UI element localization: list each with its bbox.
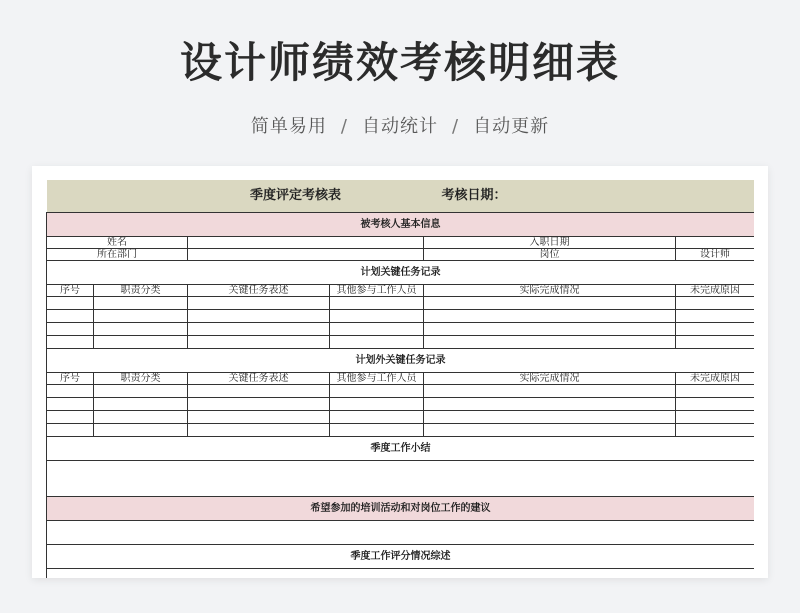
review-title[interactable]: 季度工作评分情况综述 <box>47 544 755 568</box>
table-cell[interactable] <box>188 384 330 397</box>
table-cell[interactable] <box>188 322 330 335</box>
subtitle-item-auto-stats: 自动统计 <box>362 116 438 137</box>
review-title-row <box>47 544 755 568</box>
table-cell[interactable] <box>188 309 330 322</box>
dept-value-cell[interactable] <box>188 248 424 260</box>
summary-title-row <box>47 436 755 460</box>
table-cell[interactable] <box>47 322 94 335</box>
table-cell[interactable] <box>676 397 755 410</box>
col-header-reason[interactable]: 未完成原因 <box>676 284 755 296</box>
col-header-completion[interactable]: 实际完成情况 <box>424 284 676 296</box>
table-cell[interactable] <box>330 384 424 397</box>
join-date-value-cell[interactable] <box>676 236 755 248</box>
table-cell[interactable] <box>94 384 188 397</box>
dept-label-cell[interactable]: 所在部门 <box>47 248 188 260</box>
col-header-task[interactable]: 关键任务表述 <box>188 372 330 384</box>
evaluation-table <box>46 180 754 578</box>
table-cell[interactable] <box>94 322 188 335</box>
table-cell[interactable] <box>424 296 676 309</box>
table-cell[interactable] <box>330 309 424 322</box>
table-cell[interactable] <box>676 309 755 322</box>
col-header-participants[interactable]: 其他参与工作人员 <box>330 284 424 296</box>
table-cell[interactable] <box>330 423 424 436</box>
table-row <box>47 397 755 410</box>
col-header-category[interactable]: 职责分类 <box>94 284 188 296</box>
table-cell[interactable] <box>47 397 94 410</box>
subtitle-separator: / <box>452 116 460 137</box>
training-content-cell[interactable] <box>47 520 755 544</box>
table-cell[interactable] <box>424 335 676 348</box>
table-cell[interactable] <box>330 397 424 410</box>
planned-title-row <box>47 260 755 284</box>
col-header-category[interactable]: 职责分类 <box>94 372 188 384</box>
table-cell[interactable] <box>424 410 676 423</box>
table-cell[interactable] <box>47 335 94 348</box>
table-cell[interactable] <box>188 296 330 309</box>
table-row <box>47 296 755 309</box>
table-cell[interactable] <box>47 296 94 309</box>
planned-title[interactable]: 计划关键任务记录 <box>47 260 755 284</box>
table-cell[interactable] <box>424 384 676 397</box>
table-cell[interactable] <box>47 423 94 436</box>
table-cell[interactable] <box>424 397 676 410</box>
table-cell[interactable] <box>676 322 755 335</box>
table-row <box>47 335 755 348</box>
summary-title[interactable]: 季度工作小结 <box>47 436 755 460</box>
basic-info-title[interactable]: 被考核人基本信息 <box>47 212 755 236</box>
table-cell[interactable] <box>676 423 755 436</box>
table-row <box>47 322 755 335</box>
table-row <box>47 423 755 436</box>
table-cell[interactable] <box>47 309 94 322</box>
table-cell[interactable] <box>94 423 188 436</box>
name-value-cell[interactable] <box>188 236 424 248</box>
table-cell[interactable] <box>676 410 755 423</box>
table-cell[interactable] <box>330 335 424 348</box>
subtitle-item-easy: 简单易用 <box>250 116 327 137</box>
subtitle-separator: / <box>340 116 348 137</box>
table-cell[interactable] <box>47 384 94 397</box>
col-header-task[interactable]: 关键任务表述 <box>188 284 330 296</box>
table-cell[interactable] <box>330 322 424 335</box>
sheet-header-date-label: 考核日期： <box>441 188 507 204</box>
table-row <box>47 309 755 322</box>
sheet-header-row <box>47 180 755 212</box>
join-date-label-cell[interactable]: 入职日期 <box>424 236 676 248</box>
table-cell[interactable] <box>330 296 424 309</box>
table-cell[interactable] <box>188 397 330 410</box>
col-header-index[interactable]: 序号 <box>47 372 94 384</box>
col-header-participants[interactable]: 其他参与工作人员 <box>330 372 424 384</box>
table-cell[interactable] <box>188 423 330 436</box>
sheet-header-cell[interactable] <box>47 180 755 212</box>
spreadsheet <box>46 180 754 578</box>
basic-info-row-2 <box>47 248 755 260</box>
col-header-completion[interactable]: 实际完成情况 <box>424 372 676 384</box>
table-cell[interactable] <box>676 296 755 309</box>
table-cell[interactable] <box>94 335 188 348</box>
review-content-row <box>47 568 755 578</box>
basic-info-title-row <box>47 212 755 236</box>
unplanned-title-row <box>47 348 755 372</box>
col-header-reason[interactable]: 未完成原因 <box>676 372 755 384</box>
table-row <box>47 410 755 423</box>
table-cell[interactable] <box>424 309 676 322</box>
unplanned-column-header-row <box>47 372 755 384</box>
position-value-cell[interactable]: 设计师 <box>676 248 755 260</box>
table-cell[interactable] <box>676 335 755 348</box>
table-cell[interactable] <box>47 410 94 423</box>
table-cell[interactable] <box>330 410 424 423</box>
table-cell[interactable] <box>94 397 188 410</box>
position-label-cell[interactable]: 岗位 <box>424 248 676 260</box>
training-title[interactable]: 希望参加的培训活动和对岗位工作的建议 <box>47 496 755 520</box>
training-content-row <box>47 520 755 544</box>
unplanned-title[interactable]: 计划外关键任务记录 <box>47 348 755 372</box>
table-cell[interactable] <box>188 410 330 423</box>
table-cell[interactable] <box>424 423 676 436</box>
page-title: 设计师绩效考核明细表 <box>179 38 620 87</box>
table-cell[interactable] <box>94 309 188 322</box>
review-content-cell[interactable] <box>47 568 755 578</box>
spreadsheet-preview-card <box>32 166 768 578</box>
basic-info-row-1 <box>47 236 755 248</box>
table-cell[interactable] <box>94 296 188 309</box>
summary-content-cell[interactable] <box>47 460 755 496</box>
sheet-header-title: 季度评定考核表 <box>249 188 341 204</box>
summary-content-row <box>47 460 755 496</box>
page-subtitle <box>0 112 800 138</box>
table-cell[interactable] <box>676 384 755 397</box>
name-label-cell[interactable]: 姓名 <box>47 236 188 248</box>
table-cell[interactable] <box>188 335 330 348</box>
table-cell[interactable] <box>424 322 676 335</box>
training-title-row <box>47 496 755 520</box>
col-header-index[interactable]: 序号 <box>47 284 94 296</box>
subtitle-item-auto-update: 自动更新 <box>473 116 550 137</box>
planned-column-header-row <box>47 284 755 296</box>
table-row <box>47 384 755 397</box>
table-cell[interactable] <box>94 410 188 423</box>
